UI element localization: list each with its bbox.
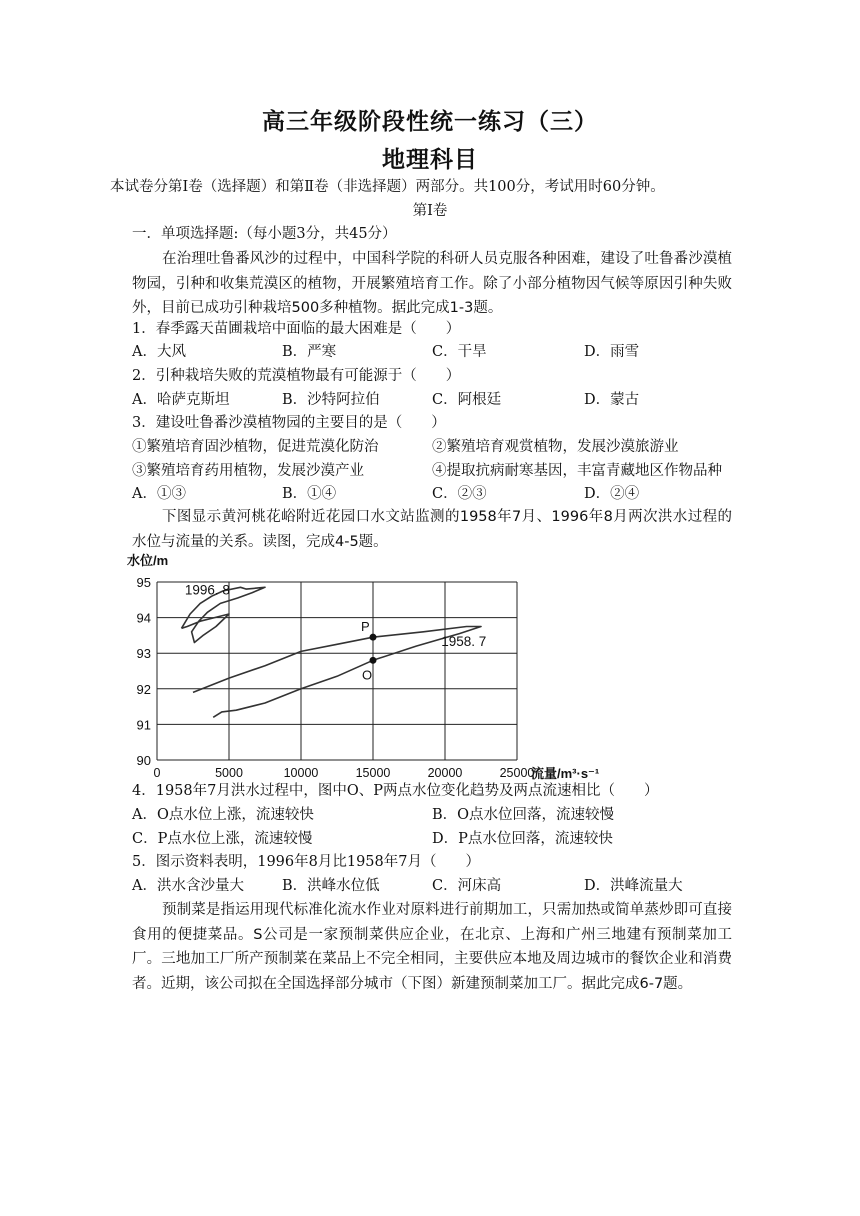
x-tick-label: 15000 <box>355 766 391 780</box>
question-4-option-d: D．P点水位回落，流速较快 <box>432 831 613 847</box>
question-2-option-d: D．蒙古 <box>584 392 640 408</box>
question-3-statement-4: ④提取抗病耐寒基因，丰富青藏地区作物品种 <box>432 463 722 479</box>
section-heading: 一．单项选择题:（每小题3分，共45分） <box>132 226 397 242</box>
question-5-option-a: A．洪水含沙量大 <box>132 878 244 894</box>
exam-title: 高三年级阶段性统一练习（三） <box>262 108 598 135</box>
question-4-option-a: A．O点水位上涨，流速较快 <box>132 807 314 823</box>
x-tick-label: 0 <box>153 766 161 780</box>
x-tick-label: 10000 <box>283 766 319 780</box>
series-line-1958-7 <box>193 627 481 718</box>
y-tick-label: 91 <box>136 717 151 733</box>
question-4-stem: 4．1958年7月洪水过程中，图中O、P两点水位变化趋势及两点流速相比（ ） <box>132 783 659 799</box>
question-5-option-b: B．洪峰水位低 <box>282 878 380 894</box>
question-5-stem: 5．图示资料表明，1996年8月比1958年7月（ ） <box>132 854 480 870</box>
question-1-option-a: A．大风 <box>132 344 186 360</box>
question-5-option-d: D．洪峰流量大 <box>584 878 683 894</box>
y-tick-label: 92 <box>136 681 151 697</box>
question-1-option-d: D．雨雪 <box>584 344 640 360</box>
question-3-option-b: B．①④ <box>282 486 337 502</box>
point-p <box>370 634 377 641</box>
y-tick-label: 94 <box>136 610 151 626</box>
y-tick-label: 90 <box>136 753 151 768</box>
question-2-option-c: C．阿根廷 <box>432 392 502 408</box>
y-axis-label: 水位/m <box>127 553 169 568</box>
point-label-p: P <box>361 619 370 635</box>
x-tick-label: 5000 <box>215 766 243 780</box>
question-1-stem: 1．春季露天苗圃栽培中面临的最大困难是（ ） <box>132 321 461 337</box>
x-axis-label: 流量/m³·s⁻¹ <box>531 766 600 781</box>
question-3-option-d: D．②④ <box>584 486 640 502</box>
passage-2: 下图显示黄河桃花峪附近花园口水文站监测的1958年7月、1996年8月两次洪水过程的水位与流量的关系。读图，完成4-5题。 <box>132 509 732 550</box>
question-2-stem: 2．引种栽培失败的荒漠植物最有可能源于（ ） <box>132 368 461 384</box>
point-o <box>370 657 377 664</box>
question-3-statement-1: ①繁殖培育固沙植物，促进荒漠化防治 <box>132 439 379 455</box>
question-5-option-c: C．河床高 <box>432 878 502 894</box>
passage-3: 预制菜是指运用现代标准化流水作业对原料进行前期加工，只需加热或简单蒸炒即可直接食用的便捷菜品。S公司是一家预制菜供应企业，在北京、上海和广州三地建有预制菜加工厂。三地加工厂所产预制菜在菜品上不完全相同，主要供应本地及周边城市的餐饮企业和消费者。近期，该公司拟在全国选择部分城市（下图）新建预制菜加工厂。据此完成6-7题。 <box>132 902 732 992</box>
question-3-stem: 3．建设吐鲁番沙漠植物园的主要目的是（ ） <box>132 415 446 431</box>
x-tick-label: 20000 <box>427 766 463 780</box>
question-4-option-b: B．O点水位回落，流速较慢 <box>432 807 615 823</box>
passage-1: 在治理吐鲁番风沙的过程中，中国科学院的科研人员克服各种困难，建设了吐鲁番沙漠植物园，引种和收集荒漠区的植物，开展繁殖培育工作。除了小部分植物因气候等原因引种失败外，目前已成功引种栽培500多种植物。据此完成1-3题。 <box>132 251 732 316</box>
question-2-option-a: A．哈萨克斯坦 <box>132 392 230 408</box>
subject-title: 地理科目 <box>382 146 478 173</box>
question-3-statement-2: ②繁殖培育观赏植物，发展沙漠旅游业 <box>432 439 679 455</box>
series-label: 1996. 8 <box>184 582 230 598</box>
exam-intro: 本试卷分第Ⅰ卷（选择题）和第Ⅱ卷（非选择题）两部分。共100分，考试用时60分钟。 <box>110 179 665 195</box>
question-1-option-c: C．干旱 <box>432 344 487 360</box>
question-1-option-b: B．严寒 <box>282 344 337 360</box>
question-3-option-a: A．①③ <box>132 486 186 502</box>
question-2-option-b: B．沙特阿拉伯 <box>282 392 380 408</box>
x-tick-label: 25000 <box>499 766 535 780</box>
point-label-o: O <box>362 667 373 683</box>
y-tick-label: 93 <box>136 646 151 662</box>
series-label: 1958. 7 <box>441 634 487 650</box>
question-3-option-c: C．②③ <box>432 486 487 502</box>
y-tick-label: 95 <box>136 575 151 590</box>
question-4-option-c: C．P点水位上涨，流速较慢 <box>132 831 313 847</box>
water-level-flow-chart <box>125 548 605 783</box>
volume-label: 第Ⅰ卷 <box>412 203 448 219</box>
question-3-statement-3: ③繁殖培育药用植物，发展沙漠产业 <box>132 463 364 479</box>
